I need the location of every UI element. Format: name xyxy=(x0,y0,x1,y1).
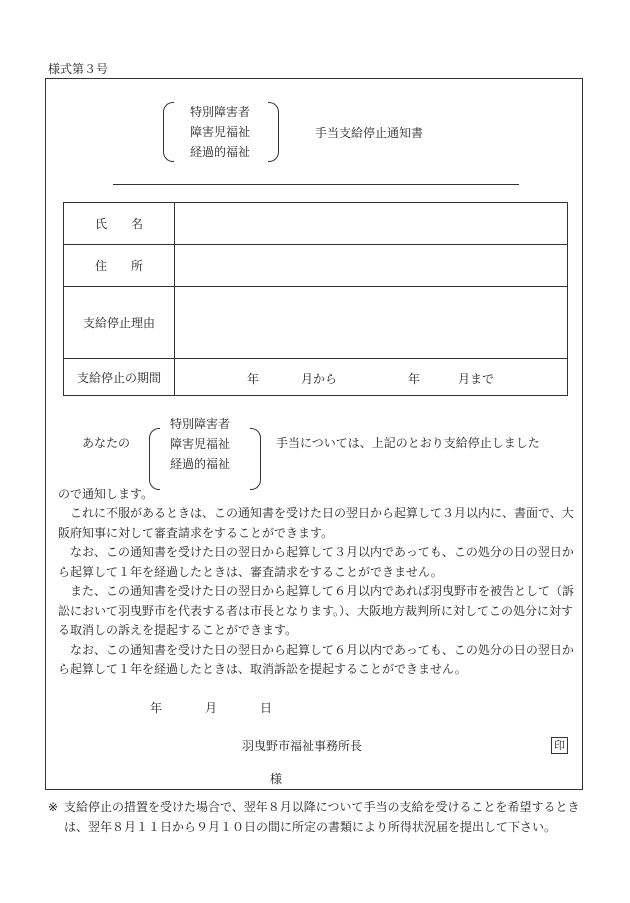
info-table xyxy=(63,202,568,396)
name-label: 氏 名 xyxy=(64,203,175,245)
notice-left-brace xyxy=(149,428,160,490)
date-day: 日 xyxy=(260,701,273,715)
paragraph-lawsuit: また、この通知書を受けた日の翌日から起算して６月以内であれば羽曳野市を被告として（訴訟において羽曳野市を代表する者は市長となります。）、大阪地方裁判所に対してこの処分に対する取消しの訴えを提起することができます。 xyxy=(58,584,575,637)
notice-suffix: 手当については、上記のとおり支給停止しました xyxy=(276,436,540,450)
title-rule xyxy=(113,184,519,185)
period-year-from: 年 xyxy=(247,372,260,386)
issuer: 羽曳野市福祉事務所長 xyxy=(242,739,363,753)
notice-allowance-types xyxy=(170,414,230,474)
allowance-type: 障害児福祉 xyxy=(190,125,251,139)
seal-mark: 印 xyxy=(551,737,568,754)
left-brace xyxy=(163,102,174,162)
allowance-type: 特別障害者 xyxy=(170,417,231,431)
document-title: 手当支給停止通知書 xyxy=(315,126,424,140)
table-row xyxy=(64,359,568,396)
footnote-mark: ※ xyxy=(48,800,59,814)
period-year-to: 年 xyxy=(408,372,421,386)
reason-label: 支給停止理由 xyxy=(64,287,175,359)
right-brace xyxy=(268,102,279,162)
notice-right-brace xyxy=(250,428,261,490)
reason-value[interactable] xyxy=(175,287,568,359)
notice-continuation: ので通知します。 xyxy=(58,487,154,501)
allowance-type: 障害児福祉 xyxy=(170,437,231,451)
period-month-from: 月から xyxy=(301,372,338,386)
footnote-text: 支給停止の措置を受けた場合で、翌年８月以降について手当の支給を受けることを希望するときは、翌年８月１１日から９月１０日の間に所定の書類により所得状況届を提出して下さい。 xyxy=(64,800,580,834)
date-month: 月 xyxy=(205,701,218,715)
allowance-type: 特別障害者 xyxy=(190,105,251,119)
form-number: 様式第３号 xyxy=(48,62,109,76)
heading-allowance-types xyxy=(190,102,250,162)
addressee-suffix: 様 xyxy=(270,772,283,786)
notice-body xyxy=(58,504,580,680)
date-year: 年 xyxy=(150,701,163,715)
table-row xyxy=(64,203,568,245)
table-row xyxy=(64,287,568,359)
address-label: 住 所 xyxy=(64,245,175,287)
footnote xyxy=(48,797,588,837)
table-row xyxy=(64,245,568,287)
notice-prefix: あなたの xyxy=(82,436,131,450)
period-label: 支給停止の期間 xyxy=(64,359,175,396)
paragraph-lawsuit-limit: なお、この通知書を受けた日の翌日から起算して６月以内であっても、この処分の日の翌日から起算して１年を経過したときは、取消訴訟を提起することができません。 xyxy=(58,642,574,676)
period-value[interactable] xyxy=(175,359,568,396)
allowance-type: 経過的福祉 xyxy=(170,457,231,471)
allowance-type: 経過的福祉 xyxy=(190,145,251,159)
paragraph-appeal-limit: なお、この通知書を受けた日の翌日から起算して３月以内であっても、この処分の日の翌日から起算して１年を経過したときは、審査請求をすることができません。 xyxy=(58,545,574,579)
period-month-to: 月まで xyxy=(458,372,495,386)
address-value[interactable] xyxy=(175,245,568,287)
name-value[interactable] xyxy=(175,203,568,245)
paragraph-appeal: これに不服があるときは、この通知書を受けた日の翌日から起算して３月以内に、書面で、大阪府知事に対して審査請求をすることができます。 xyxy=(58,506,574,540)
